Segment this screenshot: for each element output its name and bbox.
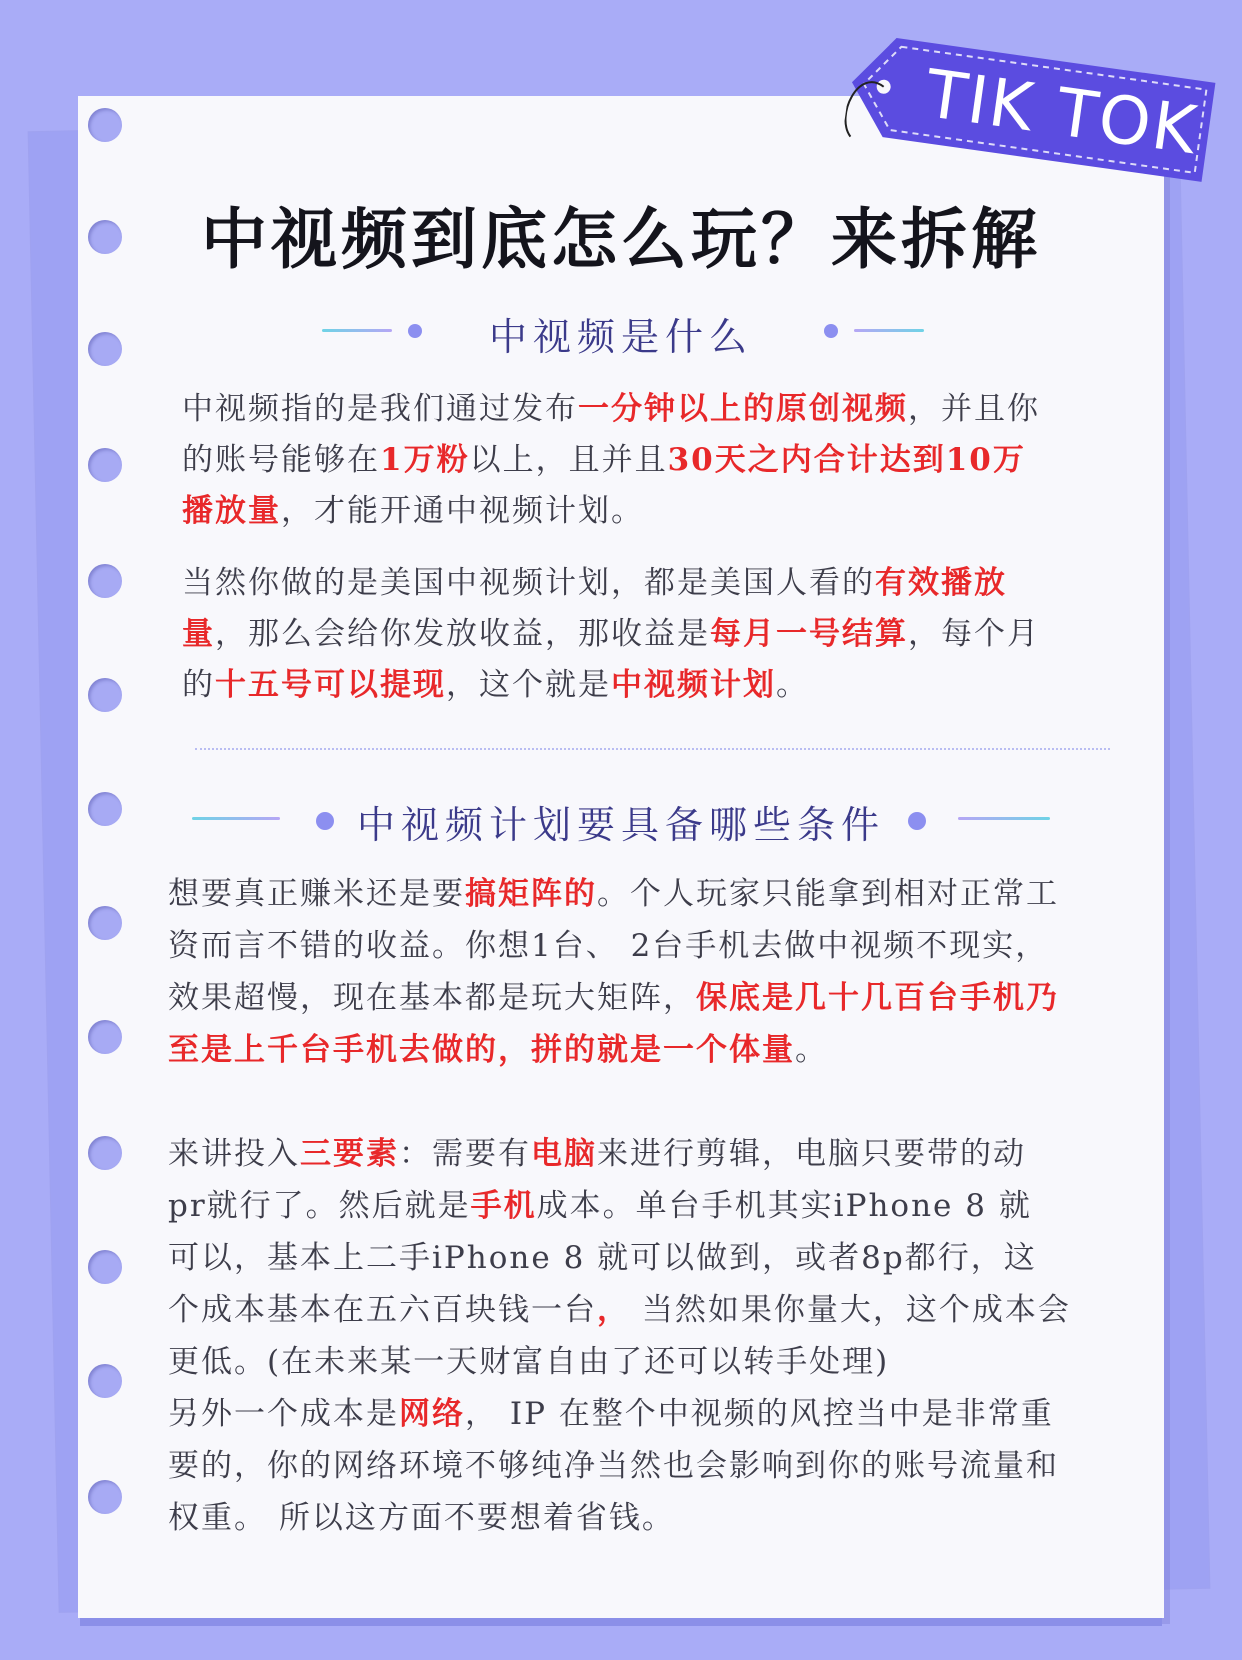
highlight-text: 电脑 [531, 1136, 597, 1172]
highlight-text: ， [597, 1292, 630, 1328]
body-text: ， IP 在整个中视频的风控当中是非常重 要的，你的网络环境不够纯净当然也会影响到你的账号流量和 权重。 所以这方面不要想着省钱。 [168, 1396, 1059, 1536]
section1-paragraph-1 [182, 384, 1082, 537]
heading-line-right [958, 817, 1050, 820]
binder-hole [88, 906, 122, 940]
section-heading-2 [78, 794, 1164, 847]
highlight-text: 三要素 [300, 1136, 399, 1172]
body-text: 当然如果你量大，这个成本会 更低。(在未来某一天财富自由了还可以转手处理) 另外一个成本是 [168, 1292, 1071, 1432]
highlight-text: 有效播放 量 [182, 565, 1007, 652]
body-text: 。 [795, 1032, 828, 1068]
highlight-text: 30天之内合计达到10万 播放量 [182, 442, 1026, 529]
highlight-text: 1万粉 [380, 442, 470, 478]
body-text: 来讲投入 [168, 1136, 300, 1172]
highlight-text: 搞矩阵的 [465, 876, 597, 912]
body-text: 想要真正赚米还是要 [168, 876, 465, 912]
binder-hole [88, 1136, 122, 1170]
highlight-text: 手机 [470, 1188, 537, 1224]
body-text: 当然你做的是美国中视频计划，都是美国人看的 [182, 565, 875, 601]
body-text: 来进行剪辑，电脑只要带的动 pr就行了。然后就是 [168, 1136, 1026, 1224]
binder-hole [88, 1020, 122, 1054]
highlight-text: 每月一号结算 [710, 616, 908, 652]
heading-dot-right [824, 324, 838, 338]
binder-hole [88, 108, 122, 142]
section2-paragraph-1 [168, 868, 1108, 1076]
section-title: 中视频计划要具备哪些条件 [356, 803, 885, 847]
binder-hole [88, 448, 122, 482]
body-text: ，才能开通中视频计划。 [281, 493, 644, 529]
section-divider [195, 748, 1110, 750]
page-title: 中视频到底怎么玩？来拆解 [201, 200, 1041, 278]
heading-line-right [854, 329, 924, 332]
body-text: ，这个就是 [446, 667, 611, 703]
binder-hole [88, 1480, 122, 1514]
body-text: ，那么会给你发放收益，那收益是 [215, 616, 710, 652]
section-heading-1 [78, 306, 1164, 359]
highlight-text: 中视频计划 [611, 667, 776, 703]
highlight-text: 网络 [399, 1396, 465, 1432]
section1-paragraph-2 [182, 558, 1082, 711]
highlight-text: 一分钟以上的原创视频 [578, 391, 908, 427]
body-text: 中视频指的是我们通过发布 [182, 391, 578, 427]
body-text: 成本。单台手机其实iPhone 8 就 可以，基本上二手iPhone 8 就可以做到，或者8p都行，这 个成本基本在五六百块钱一台 [168, 1188, 1037, 1328]
section-title: 中视频是什么 [488, 315, 753, 359]
heading-dot-right [908, 812, 926, 830]
highlight-text: 十五号可以提现 [215, 667, 446, 703]
body-text: ，每个月 的 [182, 616, 1040, 703]
binder-hole [88, 1250, 122, 1284]
body-text: 。个人玩家只能拿到相对正常工 资而言不错的收益。你想1台、 2台手机去做中视频不现实， 效果超慢，现在基本都是玩大矩阵， [168, 876, 1059, 1016]
binder-hole [88, 564, 122, 598]
section2-paragraph-2 [168, 1128, 1108, 1544]
body-text: 。 [776, 667, 809, 703]
tag-label: TIK TOK [921, 55, 1203, 170]
highlight-text: 保底是几十几百台手机乃 至是上千台手机去做的，拼的就是一个体量 [168, 980, 1059, 1068]
body-text: 以上，且并且 [469, 442, 668, 478]
body-text: ，并且你 的账号能够在 [182, 391, 1040, 478]
binder-hole [88, 1364, 122, 1398]
body-text: ：需要有 [399, 1136, 531, 1172]
binder-hole [88, 678, 122, 712]
